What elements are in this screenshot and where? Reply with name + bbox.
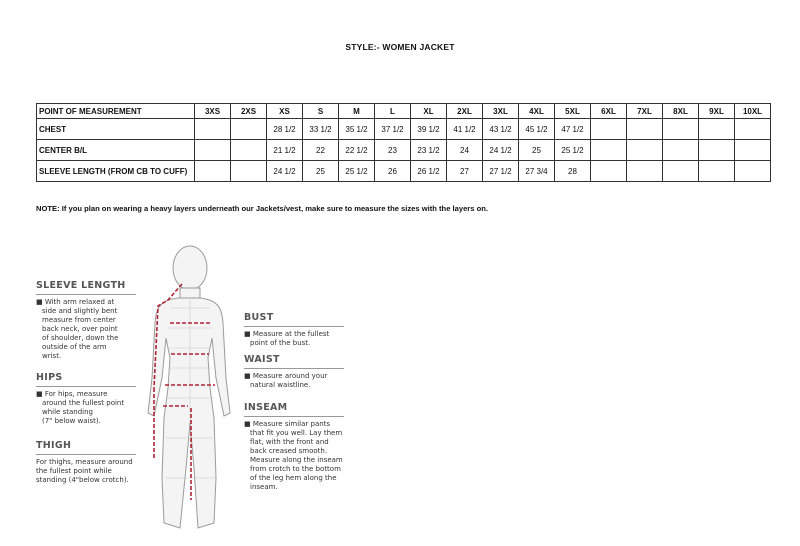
size-value-cell: 22: [303, 140, 339, 161]
table-row: [37, 140, 771, 161]
size-value-cell: 26 1/2: [411, 161, 447, 182]
measurement-name-cell: SLEEVE LENGTH (FROM CB TO CUFF): [37, 161, 195, 182]
header-cell: 3XS: [195, 104, 231, 119]
size-value-cell: [735, 119, 771, 140]
style-title: STYLE:- WOMEN JACKET: [345, 42, 455, 52]
size-value-cell: 28: [555, 161, 591, 182]
waist-label: WAIST: [244, 354, 280, 365]
size-value-cell: [231, 119, 267, 140]
size-value-cell: 33 1/2: [303, 119, 339, 140]
size-value-cell: 35 1/2: [339, 119, 375, 140]
size-value-cell: 24 1/2: [483, 140, 519, 161]
size-value-cell: [231, 140, 267, 161]
size-value-cell: [699, 161, 735, 182]
size-value-cell: [231, 161, 267, 182]
size-value-cell: 25: [303, 161, 339, 182]
size-value-cell: 24: [447, 140, 483, 161]
size-value-cell: [735, 161, 771, 182]
inseam-rule: [244, 416, 344, 417]
size-value-cell: 47 1/2: [555, 119, 591, 140]
size-value-cell: 25 1/2: [339, 161, 375, 182]
header-cell: 9XL: [699, 104, 735, 119]
waist-desc: ■ Measure around your natural waistline.: [244, 372, 328, 389]
size-value-cell: 28 1/2: [267, 119, 303, 140]
bust-label: BUST: [244, 312, 274, 323]
size-value-cell: [591, 140, 627, 161]
header-cell: 6XL: [591, 104, 627, 119]
header-cell: 10XL: [735, 104, 771, 119]
waist-rule: [244, 368, 344, 369]
sleeve-rule: [36, 294, 136, 295]
size-value-cell: 27 3/4: [519, 161, 555, 182]
inseam-label: INSEAM: [244, 402, 288, 413]
hips-desc: ■ For hips, measure around the fullest point while standing (7" below waist).: [36, 390, 125, 425]
layering-note: NOTE: If you plan on wearing a heavy layers underneath our Jackets/vest, make sure to measure the sizes with the layers on.: [36, 204, 488, 213]
bust-desc: ■ Measure at the fullest point of the bust.: [244, 330, 330, 347]
header-cell: M: [339, 104, 375, 119]
measurement-guide: [30, 238, 360, 538]
header-cell: POINT OF MEASUREMENT: [37, 104, 195, 119]
size-value-cell: [591, 161, 627, 182]
size-value-cell: 23 1/2: [411, 140, 447, 161]
size-value-cell: 45 1/2: [519, 119, 555, 140]
header-cell: 7XL: [627, 104, 663, 119]
thigh-desc: For thighs, measure around the fullest point while standing (4"below crotch).: [36, 458, 133, 484]
header-cell: 3XL: [483, 104, 519, 119]
inseam-desc: ■ Measure similar pants that fit you well. Lay them flat, with the front and back creased smooth. Measure along the inseam from crotch to the bottom of the leg hem along the inseam.: [244, 420, 343, 491]
size-value-cell: [195, 140, 231, 161]
hips-label: HIPS: [36, 372, 63, 383]
header-cell: L: [375, 104, 411, 119]
size-value-cell: [195, 119, 231, 140]
size-value-cell: 25 1/2: [555, 140, 591, 161]
header-cell: S: [303, 104, 339, 119]
size-value-cell: 23: [375, 140, 411, 161]
size-value-cell: 24 1/2: [267, 161, 303, 182]
size-value-cell: [699, 140, 735, 161]
size-value-cell: [627, 119, 663, 140]
size-value-cell: [735, 140, 771, 161]
sleeve-length-desc: ■ With arm relaxed at side and slightly bent measure from center back neck, over point of shoulder, down the outside of the arm wrist.: [36, 298, 119, 360]
header-cell: 5XL: [555, 104, 591, 119]
measurement-name-cell: CENTER B/L: [37, 140, 195, 161]
header-cell: XS: [267, 104, 303, 119]
size-value-cell: [663, 119, 699, 140]
header-cell: XL: [411, 104, 447, 119]
header-cell: 2XL: [447, 104, 483, 119]
header-cell: 2XS: [231, 104, 267, 119]
sleeve-length-label: SLEEVE LENGTH: [36, 280, 126, 291]
size-value-cell: 22 1/2: [339, 140, 375, 161]
size-value-cell: [627, 161, 663, 182]
thigh-label: THIGH: [36, 440, 72, 451]
size-value-cell: 25: [519, 140, 555, 161]
size-value-cell: 41 1/2: [447, 119, 483, 140]
size-value-cell: [663, 161, 699, 182]
measurement-name-cell: CHEST: [37, 119, 195, 140]
size-value-cell: 26: [375, 161, 411, 182]
size-value-cell: [195, 161, 231, 182]
table-header-row: [37, 104, 771, 119]
bust-rule: [244, 326, 344, 327]
header-cell: 4XL: [519, 104, 555, 119]
size-value-cell: [627, 140, 663, 161]
hips-rule: [36, 386, 136, 387]
size-value-cell: 37 1/2: [375, 119, 411, 140]
table-row: [37, 161, 771, 182]
size-value-cell: 21 1/2: [267, 140, 303, 161]
table-row: [37, 119, 771, 140]
size-value-cell: [699, 119, 735, 140]
size-value-cell: 27: [447, 161, 483, 182]
size-value-cell: 27 1/2: [483, 161, 519, 182]
size-value-cell: 39 1/2: [411, 119, 447, 140]
size-value-cell: [663, 140, 699, 161]
thigh-rule: [36, 454, 136, 455]
size-chart-table: [36, 103, 771, 182]
size-value-cell: 43 1/2: [483, 119, 519, 140]
size-value-cell: [591, 119, 627, 140]
header-cell: 8XL: [663, 104, 699, 119]
